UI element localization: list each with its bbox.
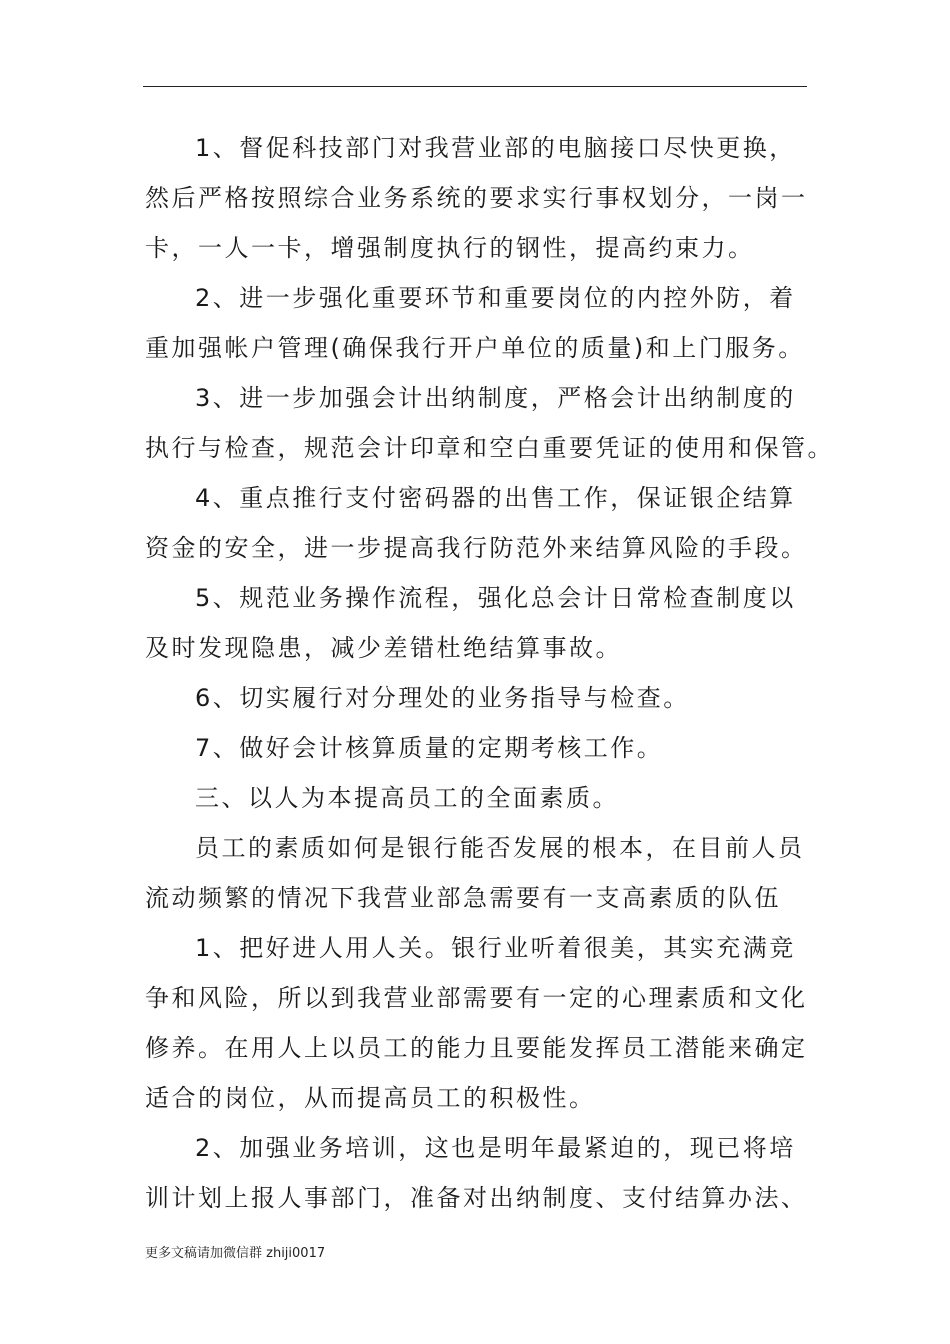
text-line: 7、做好会计核算质量的定期考核工作。 (195, 734, 664, 762)
text-line: 4、重点推行支付密码器的出售工作，保证银企结算 (195, 484, 796, 512)
footer-note: 更多文稿请加微信群 zhiji0017 (145, 1246, 326, 1261)
text-line: 1、把好进人用人关。银行业听着很美，其实充满竞 (195, 934, 796, 962)
text-line: 及时发现隐患，减少差错杜绝结算事故。 (145, 634, 622, 662)
text-line: 卡，一人一卡，增强制度执行的钢性，提高约束力。 (145, 234, 755, 262)
document-body (145, 123, 834, 1223)
text-line: 3、进一步加强会计出纳制度，严格会计出纳制度的 (195, 384, 796, 412)
text-line: 员工的素质如何是银行能否发展的根本，在目前人员 (195, 834, 805, 862)
text-line: 修养。在用人上以员工的能力且要能发挥员工潜能来确定 (145, 1034, 808, 1062)
text-line: 6、切实履行对分理处的业务指导与检查。 (195, 684, 690, 712)
section-heading: 三、以人为本提高员工的全面素质。 (195, 784, 619, 812)
text-line: 重加强帐户管理(确保我行开户单位的质量)和上门服务。 (145, 334, 805, 362)
text-line: 5、规范业务操作流程，强化总会计日常检查制度以 (195, 584, 796, 612)
header-rule (143, 86, 807, 87)
text-line: 1、督促科技部门对我营业部的电脑接口尽快更换， (195, 134, 796, 162)
text-line: 然后严格按照综合业务系统的要求实行事权划分，一岗一 (145, 184, 808, 212)
text-line: 训计划上报人事部门，准备对出纳制度、支付结算办法、 (145, 1184, 808, 1212)
text-line: 资金的安全，进一步提高我行防范外来结算风险的手段。 (145, 534, 808, 562)
text-line: 2、加强业务培训，这也是明年最紧迫的，现已将培 (195, 1134, 796, 1162)
text-line: 争和风险，所以到我营业部需要有一定的心理素质和文化 (145, 984, 808, 1012)
text-line: 执行与检查，规范会计印章和空白重要凭证的使用和保管。 (145, 434, 834, 462)
text-line: 适合的岗位，从而提高员工的积极性。 (145, 1084, 596, 1112)
text-line: 2、进一步强化重要环节和重要岗位的内控外防，着 (195, 284, 796, 312)
text-line: 流动频繁的情况下我营业部急需要有一支高素质的队伍 (145, 884, 781, 912)
